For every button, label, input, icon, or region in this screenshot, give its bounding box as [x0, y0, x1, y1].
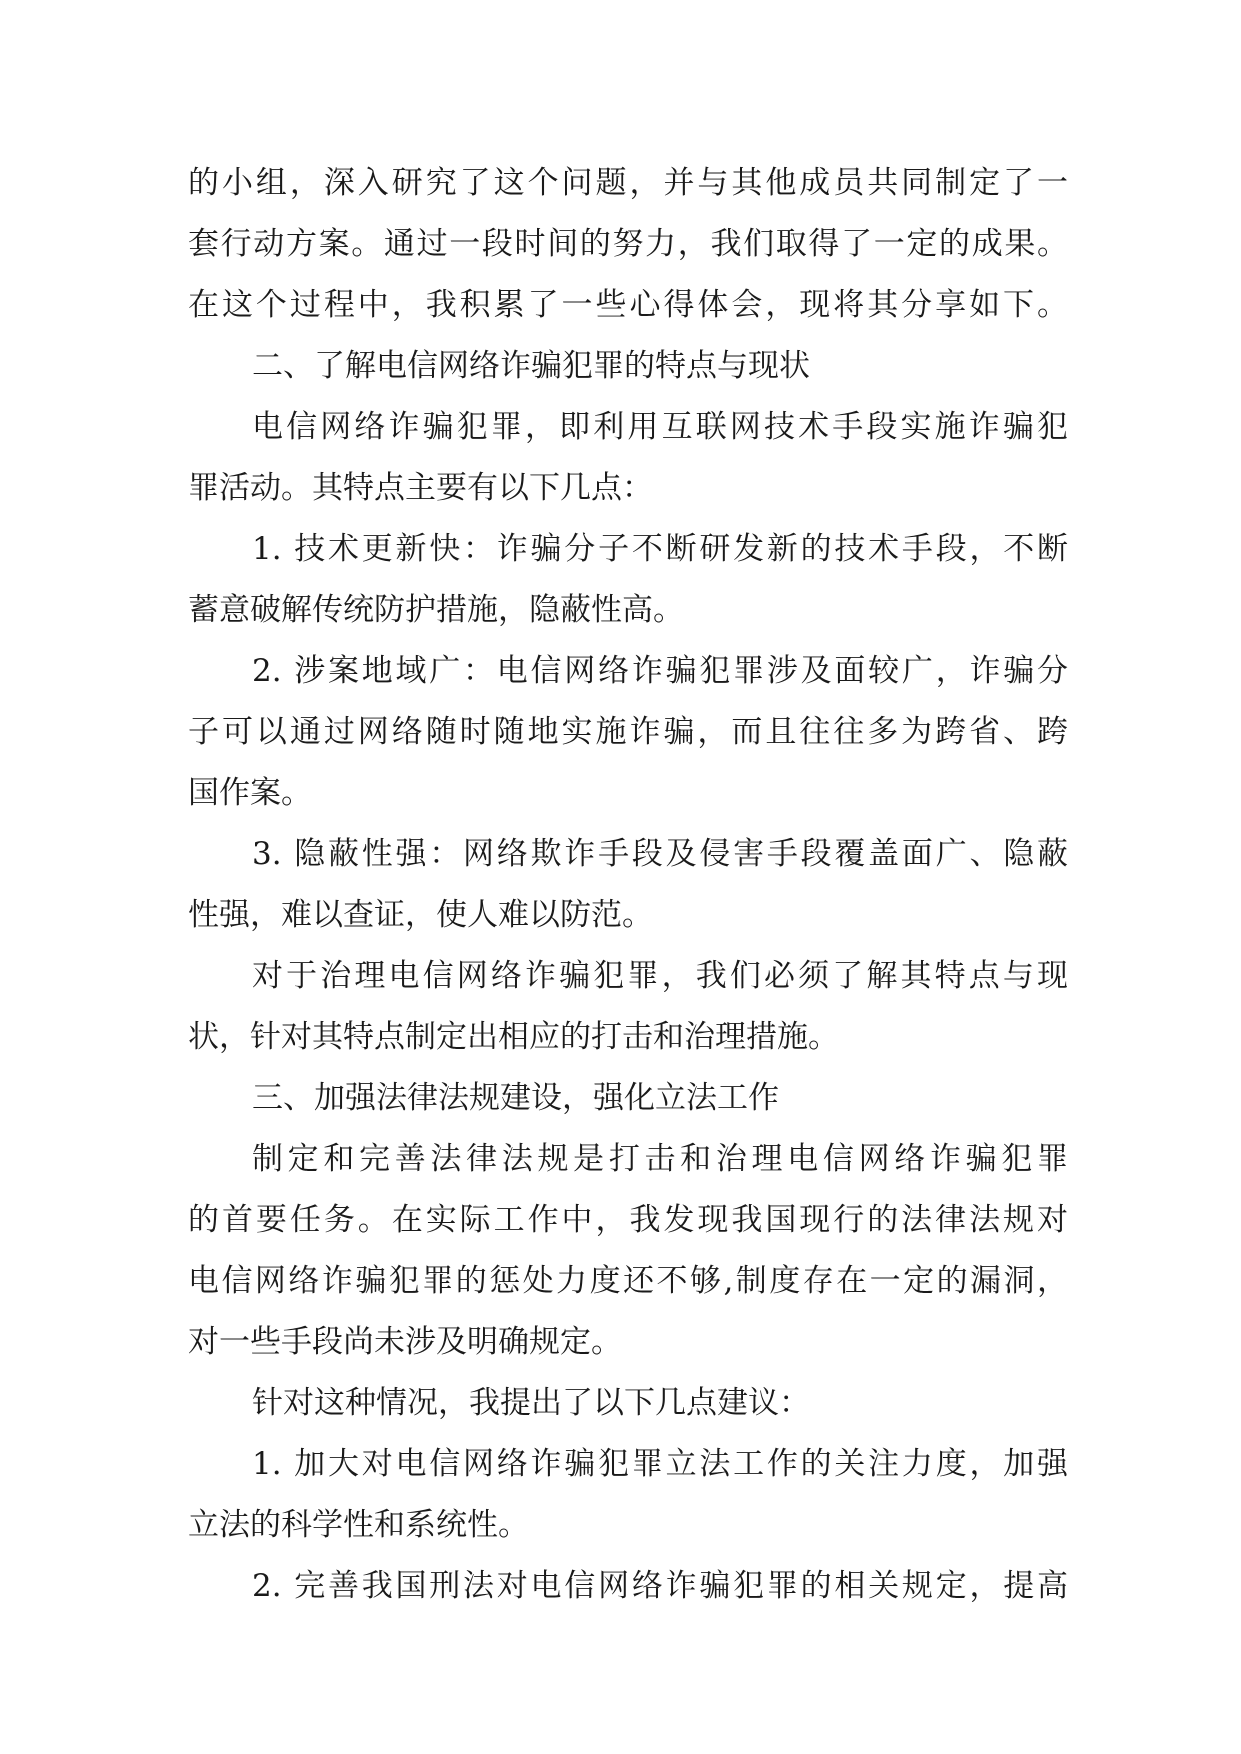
text-line: 蓄意破解传统防护措施，隐蔽性高。	[188, 592, 684, 628]
text-line: 1. 加大对电信网络诈骗犯罪立法工作的关注力度，加强	[252, 1446, 1068, 1482]
text-line: 1. 技术更新快：诈骗分子不断研发新的技术手段，不断	[252, 531, 1068, 567]
text-line: 的小组，深入研究了这个问题，并与其他成员共同制定了一	[188, 165, 1068, 201]
text-line: 套行动方案。通过一段时间的努力，我们取得了一定的成果。	[188, 226, 1068, 262]
text-line: 的首要任务。在实际工作中，我发现我国现行的法律法规对	[188, 1202, 1068, 1238]
text-line: 子可以通过网络随时随地实施诈骗，而且往往多为跨省、跨	[188, 714, 1068, 750]
text-line: 电信网络诈骗犯罪，即利用互联网技术手段实施诈骗犯	[252, 409, 1068, 445]
text-line: 电信网络诈骗犯罪的惩处力度还不够,制度存在一定的漏洞，	[188, 1263, 1068, 1299]
text-line: 状，针对其特点制定出相应的打击和治理措施。	[188, 1019, 839, 1055]
text-line: 制定和完善法律法规是打击和治理电信网络诈骗犯罪	[252, 1141, 1068, 1177]
text-line: 国作案。	[188, 775, 312, 811]
text-line: 对一些手段尚未涉及明确规定。	[188, 1324, 622, 1360]
text-line: 罪活动。其特点主要有以下几点：	[188, 470, 653, 506]
text-line: 对于治理电信网络诈骗犯罪，我们必须了解其特点与现	[252, 958, 1068, 994]
text-line: 在这个过程中，我积累了一些心得体会，现将其分享如下。	[188, 287, 1068, 323]
text-line: 2. 完善我国刑法对电信网络诈骗犯罪的相关规定，提高	[252, 1568, 1068, 1604]
text-line: 3. 隐蔽性强：网络欺诈手段及侵害手段覆盖面广、隐蔽	[252, 836, 1068, 872]
text-line: 2. 涉案地域广：电信网络诈骗犯罪涉及面较广，诈骗分	[252, 653, 1068, 689]
text-line: 针对这种情况，我提出了以下几点建议：	[252, 1385, 810, 1421]
text-line: 性强，难以查证，使人难以防范。	[188, 897, 653, 933]
document-body	[188, 153, 1068, 1617]
text-line: 二、了解电信网络诈骗犯罪的特点与现状	[252, 348, 810, 384]
text-line: 立法的科学性和系统性。	[188, 1507, 529, 1543]
text-line: 三、加强法律法规建设，强化立法工作	[252, 1080, 779, 1116]
